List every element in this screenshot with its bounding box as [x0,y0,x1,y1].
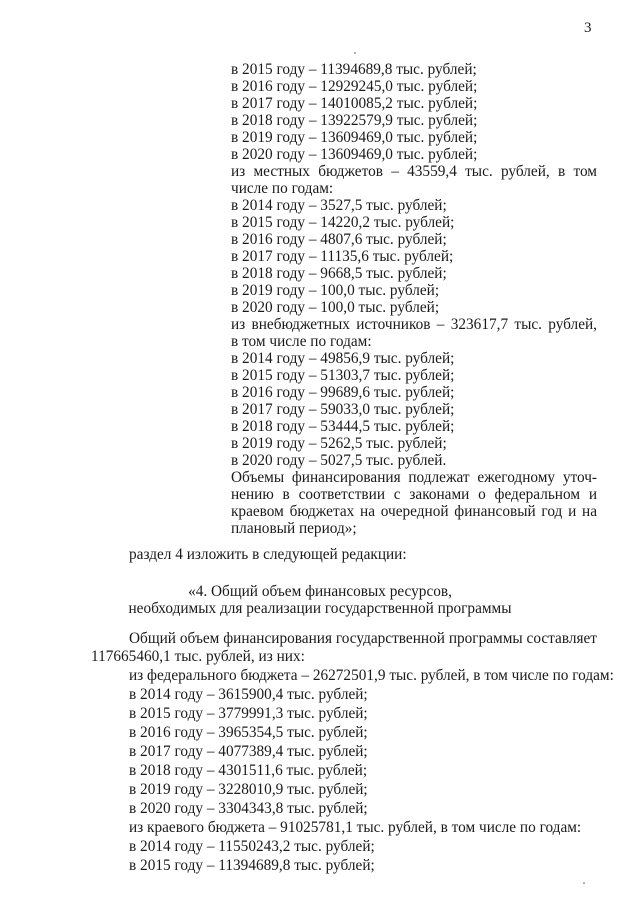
top-line: в 2015 году – 11394689,8 тыс. рублей; [231,61,477,78]
top-line: в 2017 году – 59033,0 тыс. рублей; [231,401,455,418]
top-line: в 2020 году – 5027,5 тыс. рублей. [231,452,447,469]
top-line: в 2015 году – 14220,2 тыс. рублей; [231,214,455,231]
top-line: в 2017 году – 11135,6 тыс. рублей; [231,248,454,265]
scan-speck [354,52,356,54]
body-line: в 2015 году – 3779991,3 тыс. рублей; [129,705,368,722]
body-line: в 2020 году – 3304343,8 тыс. рублей; [129,800,368,817]
section-heading-line: необходимых для реализации государственной программы [128,600,512,617]
instruction-text: раздел 4 изложить в следующей редакции: [129,546,407,563]
top-line: в 2016 году – 99689,6 тыс. рублей; [231,384,455,401]
top-line: в 2014 году – 3527,5 тыс. рублей; [231,197,447,214]
top-line: краевом бюджетах на очередной финансовый год и на [231,503,597,520]
top-line: в 2019 году – 13609469,0 тыс. рублей; [231,129,478,146]
top-line: из местных бюджетов – 43559,4 тыс. рублей, в том [231,163,597,180]
top-line: в 2015 году – 51303,7 тыс. рублей; [231,367,455,384]
body-line: из федерального бюджета – 26272501,9 тыс. рублей, в том числе по годам: [129,667,614,684]
top-line: в 2016 году – 12929245,0 тыс. рублей; [231,78,478,95]
body-line: в 2019 году – 3228010,9 тыс. рублей; [129,781,368,798]
scan-speck [583,882,585,884]
top-line: в 2020 году – 13609469,0 тыс. рублей; [231,146,478,163]
body-intro-line: Общий объем финансирования государственной программы составляет [129,630,597,647]
top-line: в 2018 году – 9668,5 тыс. рублей; [231,265,447,282]
top-line: в 2016 году – 4807,6 тыс. рублей; [231,231,447,248]
body-line: в 2018 году – 4301511,6 тыс. рублей; [129,762,368,779]
section-heading-line: «4. Общий объем финансовых ресурсов, [188,583,452,600]
body-line: в 2015 году – 11394689,8 тыс. рублей; [129,857,375,874]
top-line: Объемы финансирования подлежат ежегодному уточ- [231,469,597,486]
top-line: плановый период»; [231,520,357,537]
top-line: в 2014 году – 49856,9 тыс. рублей; [231,350,455,367]
body-line: из краевого бюджета – 91025781,1 тыс. рублей, в том числе по годам: [129,819,582,836]
top-line: в 2018 году – 53444,5 тыс. рублей; [231,418,455,435]
top-line: в 2019 году – 5262,5 тыс. рублей; [231,435,447,452]
top-line: в 2017 году – 14010085,2 тыс. рублей; [231,95,478,112]
body-line: в 2014 году – 3615900,4 тыс. рублей; [129,686,368,703]
top-line: числе по годам: [231,180,334,197]
top-line: из внебюджетных источников – 323617,7 тыс. рублей, [231,316,597,333]
body-line: в 2016 году – 3965354,5 тыс. рублей; [129,724,368,741]
page-number: 3 [584,20,592,36]
top-line: нению в соответствии с законами о федеральном и [231,486,597,503]
top-line: в 2018 году – 13922579,9 тыс. рублей; [231,112,478,129]
top-line: в 2019 году – 100,0 тыс. рублей; [231,282,440,299]
top-line: в том числе по годам: [231,333,372,350]
body-line: в 2014 году – 11550243,2 тыс. рублей; [129,838,375,855]
body-line: в 2017 году – 4077389,4 тыс. рублей; [129,743,368,760]
top-line: в 2020 году – 100,0 тыс. рублей; [231,299,440,316]
body-intro-line: 117665460,1 тыс. рублей, из них: [91,648,305,665]
